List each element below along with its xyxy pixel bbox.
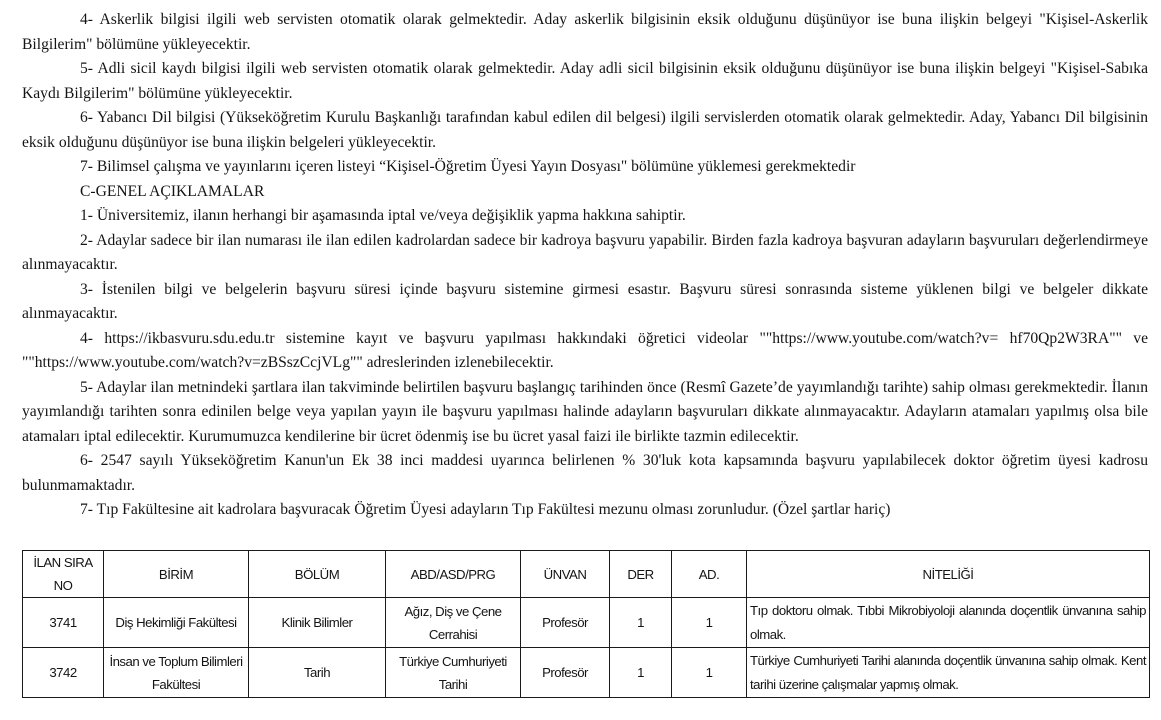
header-unvan: ÜNVAN bbox=[521, 551, 610, 598]
header-der: DER bbox=[610, 551, 672, 598]
cell-unvan: Profesör bbox=[521, 648, 610, 698]
cell-ad: 1 bbox=[672, 598, 747, 648]
cell-abd: Türkiye Cumhuriyeti Tarihi bbox=[386, 648, 521, 698]
cell-birim: İnsan ve Toplum Bilimleri Fakültesi bbox=[104, 648, 249, 698]
section-heading-genel-aciklamalar: C-GENEL AÇIKLAMALAR bbox=[80, 182, 265, 200]
cell-no: 3742 bbox=[23, 648, 104, 698]
paragraph-askerlik: 4- Askerlik bilgisi ilgili web servisten otomatik olarak gelmektedir. Aday askerlik bilgisinin eksik olduğunu düşünüyor ise buna ilişkin belgeyi "Kişisel-Askerlik Bilgilerim" bölümüne yükleyecektir. bbox=[22, 11, 1148, 53]
cell-niteligi: Tıp doktoru olmak. Tıbbi Mikrobiyoloji alanında doçentlik ünvanına sahip olmak. bbox=[747, 598, 1150, 648]
cell-no: 3741 bbox=[23, 598, 104, 648]
cell-bolum: Tarih bbox=[249, 648, 386, 698]
paragraph-yayin-dosyasi: 7- Bilimsel çalışma ve yayınlarını içeren listeyi “Kişisel-Öğretim Üyesi Yayın Dosyası" bölümüne yüklemesi gerekmektedir bbox=[80, 158, 856, 175]
cell-der: 1 bbox=[610, 598, 672, 648]
table-row bbox=[23, 648, 1150, 698]
paragraph-genel-3: 3- İstenilen bilgi ve belgelerin başvuru süresi içinde başvuru sistemine girmesi esastır. Başvuru süresi sonrasında sisteme yüklenen bilgi ve belgeler dikkate alınmayacaktır. bbox=[22, 280, 1148, 322]
cell-abd: Ağız, Diş ve Çene Cerrahisi bbox=[386, 598, 521, 648]
paragraph-genel-5: 5- Adaylar ilan metnindeki şartlara ilan takviminde belirtilen başvuru başlangıç tarihinden önce (Resmî Gazete’de yayımlandığı tarihte) sahip olması gerekmektedir. İlanın yayımlandığı tarihten sonra edinilen belge veya yapılan yayın ile başvuru yapılması halinde adayların başvuruları dikkate alınmayacaktır. Adayların atamaları yapılmış olsa bile atamaları iptal edilecektir. Kurumumuzca kendilerine bir ücret ödenmiş ise bu ücret yasal faizi ile birlikte tazmin edilecektir. bbox=[22, 378, 1148, 445]
paragraph-genel-6: 6- 2547 sayılı Yükseköğretim Kanun'un Ek 38 inci maddesi uyarınca belirlenen % 30'luk kota kapsamında başvuru yapılabilecek doktor öğretim üyesi kadrosu bulunmamaktadır. bbox=[22, 452, 1148, 494]
cell-bolum: Klinik Bilimler bbox=[249, 598, 386, 648]
positions-table bbox=[22, 550, 1150, 698]
table-header-row bbox=[23, 551, 1150, 598]
paragraph-yabanci-dil: 6- Yabancı Dil bilgisi (Yükseköğretim Kurulu Başkanlığı tarafından kabul edilen dil belgesi) ilgili servislerden otomatik olarak gelmektedir. Aday, Yabancı Dil bilgisinin eksik olduğunu düşünüyor ise buna ilişkin belgeleri yükleyecektir. bbox=[22, 109, 1148, 151]
header-birim: BİRİM bbox=[104, 551, 249, 598]
cell-niteligi: Türkiye Cumhuriyeti Tarihi alanında doçentlik ünvanına sahip olmak. Kent tarihi üzerine çalışmalar yapmış olmak. bbox=[747, 648, 1150, 698]
header-niteligi: NİTELİĞİ bbox=[747, 551, 1150, 598]
header-ilan-sira-no: İLAN SIRA NO bbox=[23, 551, 104, 598]
header-abd: ABD/ASD/PRG bbox=[386, 551, 521, 598]
cell-birim: Diş Hekimliği Fakültesi bbox=[104, 598, 249, 648]
header-bolum: BÖLÜM bbox=[249, 551, 386, 598]
paragraph-genel-1: 1- Üniversitemiz, ilanın herhangi bir aşamasında iptal ve/veya değişiklik yapma hakkına sahiptir. bbox=[80, 207, 686, 224]
paragraph-genel-7: 7- Tıp Fakültesine ait kadrolara başvuracak Öğretim Üyesi adayların Tıp Fakültesi mezunu olması zorunludur. (Özel şartlar hariç) bbox=[80, 501, 891, 518]
cell-ad: 1 bbox=[672, 648, 747, 698]
paragraph-genel-2: 2- Adaylar sadece bir ilan numarası ile ilan edilen kadrolardan sadece bir kadroya başvuru yapabilir. Birden fazla kadroya başvuran adayların başvuruları değerlendirmeye alınmayacaktır. bbox=[22, 231, 1148, 273]
paragraph-adli-sicil: 5- Adli sicil kaydı bilgisi ilgili web servisten otomatik olarak gelmektedir. Aday adli sicil bilgisinin eksik olduğunu düşünüyor ise buna ilişkin belgeyi "Kişisel-Sabıka Kaydı Bilgilerim" bölümüne yükleyecektir. bbox=[22, 60, 1148, 102]
paragraph-genel-4-videos: 4- https://ikbasvuru.sdu.edu.tr sistemine kayıt ve başvuru yapılması hakkındaki öğretici videolar ""https://www.youtube.com/watch?v= hf70Qp2W3RA"" ve ""https://www.youtube.com/watch?v=zBSszCcjVLg"" adreslerinden izlenebilecektir. bbox=[22, 329, 1148, 371]
cell-der: 1 bbox=[610, 648, 672, 698]
table-row bbox=[23, 598, 1150, 648]
document-body bbox=[22, 8, 1148, 522]
header-ad: AD. bbox=[672, 551, 747, 598]
cell-unvan: Profesör bbox=[521, 598, 610, 648]
